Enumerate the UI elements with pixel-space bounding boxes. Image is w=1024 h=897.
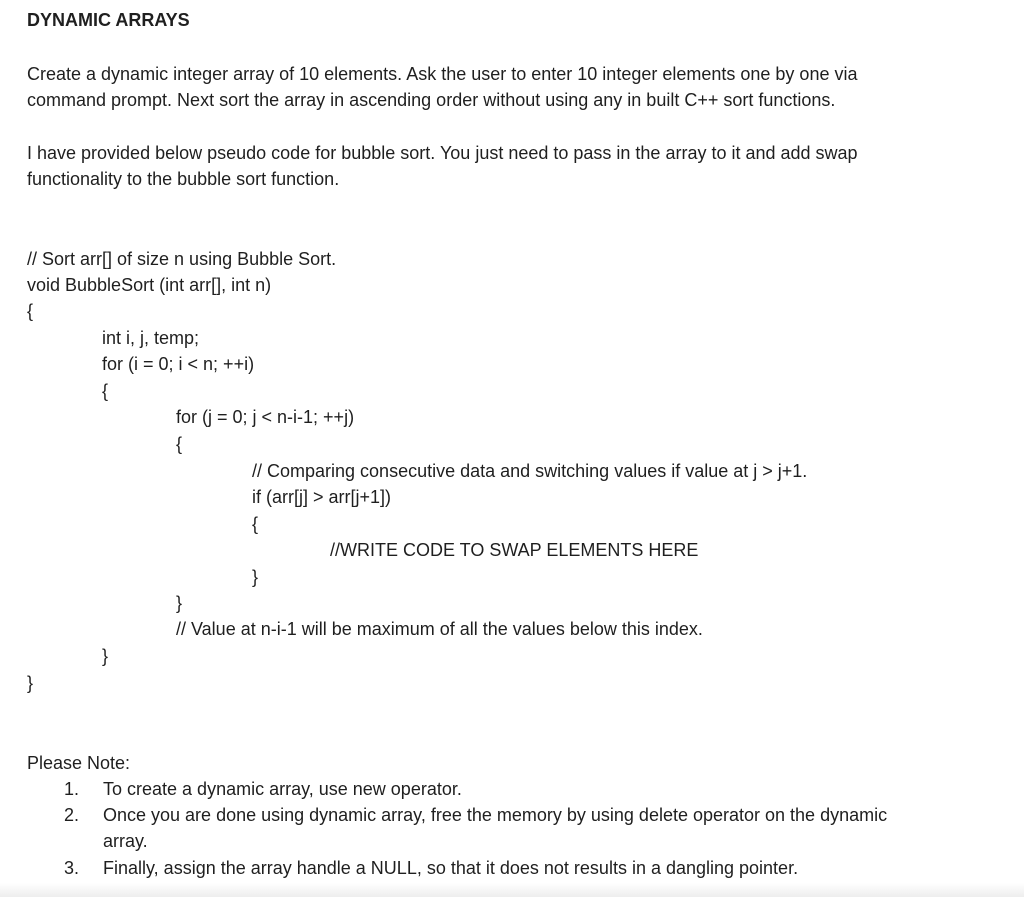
note-number: 2.	[64, 805, 80, 825]
note-text-continued: array.	[103, 831, 148, 851]
code-close-brace-function: }	[27, 673, 34, 693]
code-open-brace-outer: {	[102, 381, 109, 401]
code-variable-declaration: int i, j, temp;	[102, 328, 200, 348]
code-close-brace-outer: }	[102, 646, 109, 666]
pseudo-intro-line-2: functionality to the bubble sort function.	[27, 169, 340, 189]
code-close-brace-if: }	[252, 567, 259, 587]
code-comment-swap: //WRITE CODE TO SWAP ELEMENTS HERE	[330, 540, 699, 560]
intro-line-2: command prompt. Next sort the array in ascending order without using any in built C++ sort functions.	[27, 90, 836, 110]
note-text: Finally, assign the array handle a NULL, so that it does not results in a dangling pointer.	[103, 858, 799, 878]
document-title: DYNAMIC ARRAYS	[27, 10, 190, 30]
code-function-signature: void BubbleSort (int arr[], int n)	[27, 275, 272, 295]
code-comment-maximum: // Value at n-i-1 will be maximum of all the values below this index.	[176, 619, 703, 639]
code-inner-for-loop: for (j = 0; j < n-i-1; ++j)	[176, 407, 355, 427]
code-open-brace-inner: {	[176, 434, 183, 454]
code-if-statement: if (arr[j] > arr[j+1])	[252, 487, 392, 507]
intro-line-1: Create a dynamic integer array of 10 elements. Ask the user to enter 10 integer elements one by one via	[27, 64, 858, 84]
list-item	[0, 776, 1024, 802]
code-open-brace-if: {	[252, 514, 259, 534]
pseudo-intro-line-1: I have provided below pseudo code for bubble sort. You just need to pass in the array to it and add swap	[27, 143, 858, 163]
code-close-brace-inner: }	[176, 593, 183, 613]
note-number: 1.	[64, 779, 80, 799]
code-comment-comparing: // Comparing consecutive data and switching values if value at j > j+1.	[252, 461, 808, 481]
code-outer-for-loop: for (i = 0; i < n; ++i)	[102, 354, 255, 374]
note-text: Once you are done using dynamic array, free the memory by using delete operator on the dynamic	[103, 805, 888, 825]
code-open-brace-function: {	[27, 301, 34, 321]
page-bottom-shadow	[0, 883, 1024, 897]
code-comment-header: // Sort arr[] of size n using Bubble Sort.	[27, 249, 337, 269]
list-item	[0, 802, 1024, 854]
note-text: To create a dynamic array, use new operator.	[103, 779, 462, 799]
list-item	[0, 855, 1024, 881]
notes-heading: Please Note:	[27, 753, 131, 773]
note-number: 3.	[64, 858, 80, 878]
